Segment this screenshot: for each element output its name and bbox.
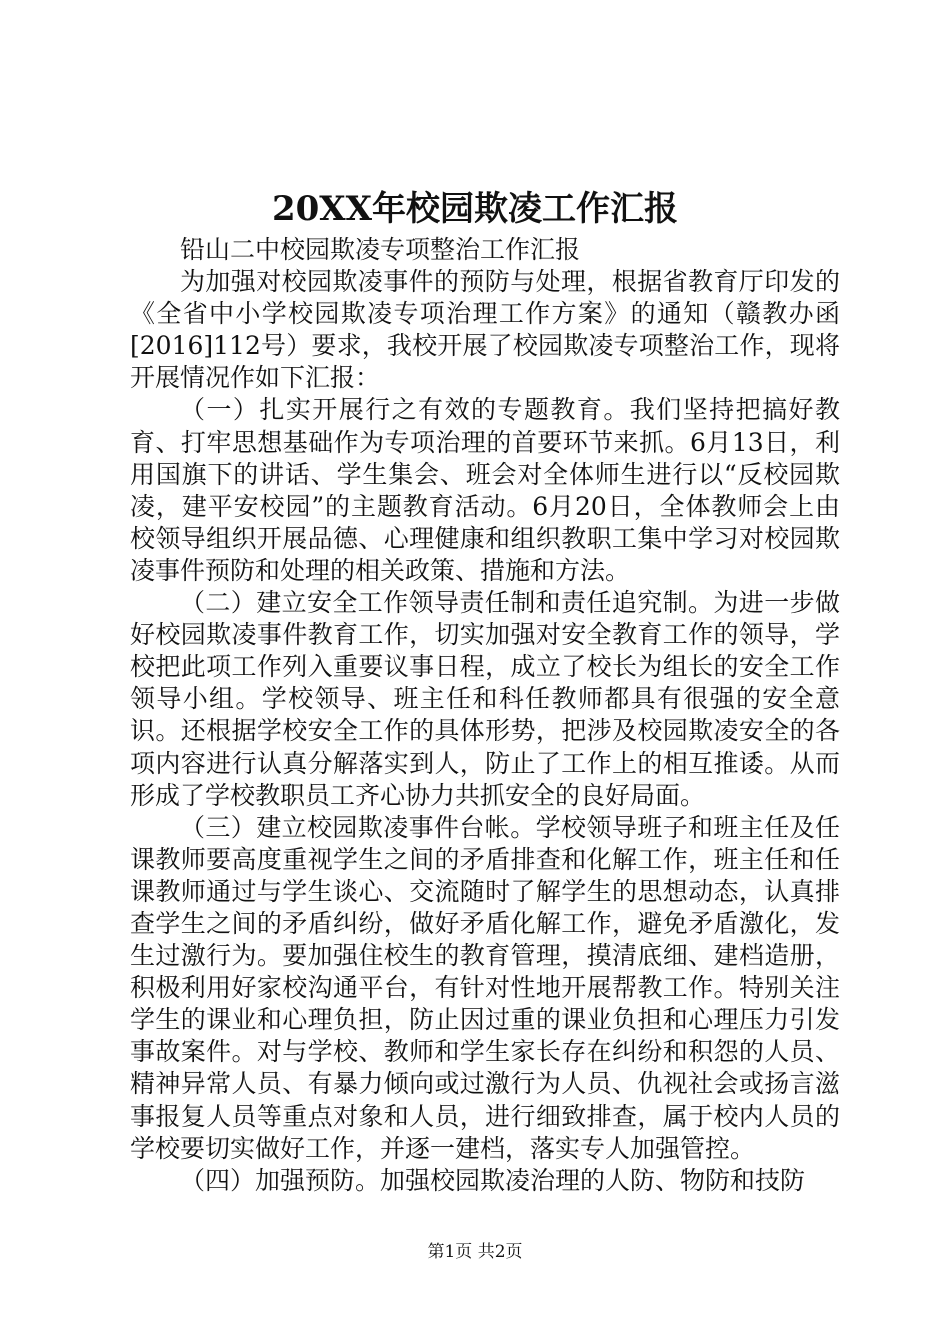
page-footer: 第1页 共2页 [427,1242,523,1262]
subtitle-paragraph: 铅山二中校园欺凌专项整治工作汇报 [180,235,581,264]
section-two-paragraph: （二）建立安全工作领导责任制和责任追究制。为进一步做好校园欺凌事件教育工作，切实加强对安全教育工作的领导，学校把此项工作列入重要议事日程，成立了校长为组长的安全工作领导小组。学校领导、班主任和科任教师都具有很强的安全意识。还根据学校安全工作的具体形势，把涉及校园欺凌安全的各项内容进行认真分解落实到人，防止了工作上的相互推诿。从而形成了学校教职员工齐心协力共抓安全的良好局面。 [130,588,840,810]
section-one-paragraph: （一）扎实开展行之有效的专题教育。我们坚持把搞好教育、打牢思想基础作为专项治理的首要环节来抓。6月13日，利用国旗下的讲话、学生集会、班会对全体师生进行以“反校园欺凌，建平安校园”的主题教育活动。6月20日，全体教师会上由校领导组织开展品德、心理健康和组织教职工集中学习对校园欺凌事件预防和处理的相关政策、措施和方法。 [130,395,840,585]
intro-paragraph: 为加强对校园欺凌事件的预防与处理，根据省教育厅印发的《全省中小学校园欺凌专项治理工作方案》的通知（赣教办函[2016]112号）要求，我校开展了校园欺凌专项整治工作，现将开展情况作如下汇报： [130,267,840,393]
document-title: 20XX年校园欺凌工作汇报 [271,189,679,229]
section-four-paragraph: （四）加强预防。加强校园欺凌治理的人防、物防和技防 [180,1165,806,1195]
document-body [130,234,840,1197]
section-three-paragraph: （三）建立校园欺凌事件台帐。学校领导班子和班主任及任课教师要高度重视学生之间的矛盾排查和化解工作，班主任和任课教师通过与学生谈心、交流随时了解学生的思想动态，认真排查学生之间的矛盾纠纷，做好矛盾化解工作，避免矛盾激化，发生过激行为。要加强住校生的教育管理，摸清底细、建档造册，积极利用好家校沟通平台，有针对性地开展帮教工作。特别关注学生的课业和心理负担，防止因过重的课业负担和心理压力引发事故案件。对与学校、教师和学生家长存在纠纷和积怨的人员、精神异常人员、有暴力倾向或过激行为人员、仇视社会或扬言滋事报复人员等重点对象和人员，进行细致排查，属于校内人员的学校要切实做好工作，并逐一建档，落实专人加强管控。 [130,812,840,1163]
